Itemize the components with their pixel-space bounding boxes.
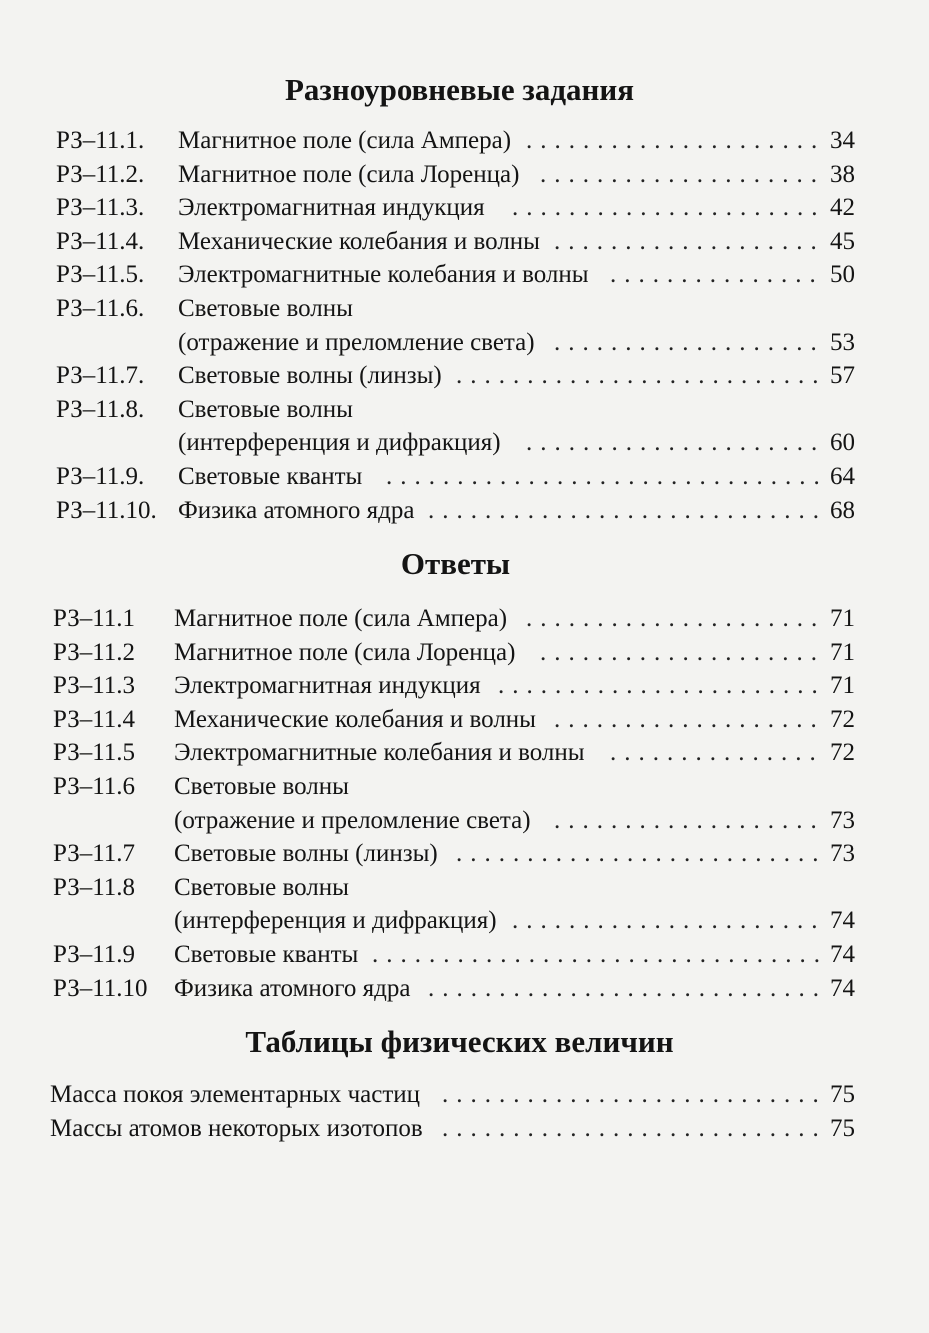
toc-entry-line <box>0 292 929 326</box>
toc-entry-title: Массы атомов некоторых изотопов <box>50 1114 423 1142</box>
toc-entry-line <box>0 359 929 393</box>
toc-entry-page: 71 <box>830 638 855 666</box>
toc-leader-dots: ................... <box>554 705 825 733</box>
toc-leader-dots: .................... <box>540 638 825 666</box>
toc-entry-line <box>0 1112 929 1146</box>
toc-entry-line <box>0 124 929 158</box>
toc-entry-title: Электромагнитные колебания и волны <box>178 261 589 289</box>
toc-entry-title: Электромагнитная индукция <box>174 672 481 700</box>
toc-entry-code: РЗ–11.1. <box>56 127 145 154</box>
toc-entry-code: РЗ–11.6 <box>53 773 136 800</box>
toc-entry-title: Световые кванты <box>178 463 363 490</box>
toc-leader-dots: ...................... <box>512 194 826 222</box>
toc-entry-code: РЗ–11.2. <box>56 160 145 188</box>
toc-entry-title: Световые волны <box>174 873 349 901</box>
toc-entry-line <box>0 837 929 871</box>
toc-entry-page: 74 <box>830 974 855 1002</box>
toc-entry-page: 71 <box>830 605 855 632</box>
toc-entry-title: Механические колебания и волны <box>178 227 540 255</box>
toc-entry-page: 60 <box>830 429 855 457</box>
toc-entry-title: Световые волны <box>174 773 349 800</box>
toc-entry-line <box>0 804 929 838</box>
toc-entry-title: Электромагнитная индукция <box>178 194 485 222</box>
toc-leader-dots: ................... <box>554 328 825 356</box>
toc-leader-dots: ........................... <box>442 1081 827 1108</box>
toc-leader-dots: .......................... <box>456 362 827 390</box>
toc-leader-dots: ............... <box>610 261 824 289</box>
toc-entry-page: 42 <box>830 194 855 222</box>
toc-entry-page: 75 <box>830 1081 855 1108</box>
toc-entry-title: Физика атомного ядра <box>178 496 415 524</box>
toc-entry-code: РЗ–11.10 <box>53 974 148 1002</box>
toc-entry-page: 75 <box>830 1114 855 1142</box>
toc-entry-line <box>0 703 929 737</box>
toc-entry-line <box>0 326 929 360</box>
toc-leader-dots: ............... <box>610 739 824 767</box>
toc-entry-code: РЗ–11.6. <box>56 295 145 322</box>
toc-entry-code: РЗ–11.8 <box>53 873 136 901</box>
toc-entry-line <box>0 460 929 494</box>
toc-entry-code: РЗ–11.8. <box>56 395 145 423</box>
toc-leader-dots: ....................... <box>498 672 826 700</box>
toc-leader-dots: ................................ <box>372 941 828 968</box>
toc-entry-code: РЗ–11.7 <box>53 840 136 868</box>
toc-leader-dots: ............................ <box>428 974 827 1002</box>
toc-entry-line <box>0 494 929 528</box>
toc-leader-dots: ...................... <box>512 907 826 935</box>
toc-entry-page: 64 <box>830 463 855 490</box>
toc-entry-code: РЗ–11.3 <box>53 672 136 700</box>
toc-entry-code: РЗ–11.1 <box>53 605 136 632</box>
toc-leader-dots: .......................... <box>456 840 827 868</box>
toc-entry-line <box>0 938 929 972</box>
toc-entry-page: 57 <box>830 362 855 390</box>
toc-entry-line <box>0 602 929 636</box>
toc-entry-line <box>0 393 929 427</box>
toc-entry-title: (отражение и преломление света) <box>174 806 531 834</box>
toc-entry-line <box>0 770 929 804</box>
toc-entry-page: 74 <box>830 941 855 968</box>
toc-entry-line <box>0 972 929 1006</box>
toc-entry-line <box>0 669 929 703</box>
toc-entry-title: Электромагнитные колебания и волны <box>174 739 585 767</box>
toc-entry-code: РЗ–11.3. <box>56 194 145 222</box>
toc-entry-page: 74 <box>830 907 855 935</box>
section-heading-tables: Таблицы физических величин <box>245 1024 674 1059</box>
section-heading-tasks: Разноуровневые задания <box>285 72 634 107</box>
toc-entry-title: Масса покоя элементарных частиц <box>50 1081 421 1108</box>
toc-leader-dots: ................... <box>554 227 825 255</box>
toc-entry-page: 71 <box>830 672 855 700</box>
toc-entry-page: 38 <box>830 160 855 188</box>
toc-entry-title: Световые волны (линзы) <box>174 840 438 868</box>
toc-entry-line <box>0 904 929 938</box>
toc-leader-dots: ..................... <box>526 429 826 457</box>
toc-entry-page: 53 <box>830 328 855 356</box>
toc-entry-title: Световые волны (линзы) <box>178 362 442 390</box>
toc-entry-title: Магнитное поле (сила Лоренца) <box>178 160 520 188</box>
toc-leader-dots: ................... <box>554 806 825 834</box>
toc-entry-code: РЗ–11.4 <box>53 705 136 733</box>
section-heading-answers: Ответы <box>400 546 511 581</box>
toc-entry-line <box>0 191 929 225</box>
toc-entry-page: 72 <box>830 739 855 767</box>
toc-leader-dots: ............................... <box>386 463 828 490</box>
toc-entry-title: Магнитное поле (сила Лоренца) <box>174 638 516 666</box>
toc-entry-title: Физика атомного ядра <box>174 974 411 1002</box>
toc-entry-page: 68 <box>830 496 855 524</box>
toc-entry-title: (интерференция и дифракция) <box>178 429 501 457</box>
toc-entry-title: (интерференция и дифракция) <box>174 907 497 935</box>
toc-entry-title: Световые кванты <box>174 941 359 968</box>
toc-entry-page: 72 <box>830 705 855 733</box>
toc-entry-line <box>0 636 929 670</box>
toc-entry-title: Световые волны <box>178 395 353 423</box>
toc-entry-page: 50 <box>830 261 855 289</box>
toc-leader-dots: .................... <box>540 160 825 188</box>
toc-leader-dots: ..................... <box>526 127 826 154</box>
toc-entry-code: РЗ–11.10. <box>56 496 157 524</box>
toc-entry-code: РЗ–11.4. <box>56 227 145 255</box>
toc-entry-title: Магнитное поле (сила Ампера) <box>174 605 508 632</box>
toc-entry-page: 34 <box>830 127 855 154</box>
toc-entry-line <box>0 736 929 770</box>
toc-entry-line <box>0 426 929 460</box>
toc-entry-code: РЗ–11.5. <box>56 261 145 289</box>
toc-leader-dots: ............................ <box>428 496 827 524</box>
toc-entry-page: 73 <box>830 840 855 868</box>
toc-entry-code: РЗ–11.2 <box>53 638 136 666</box>
toc-entry-code: РЗ–11.9. <box>56 463 145 490</box>
toc-entry-code: РЗ–11.9 <box>53 941 136 968</box>
toc-entry-line <box>0 1078 929 1112</box>
toc-entry-page: 73 <box>830 806 855 834</box>
toc-entry-title: Световые волны <box>178 295 353 322</box>
toc-leader-dots: ..................... <box>526 605 826 632</box>
toc-entry-line <box>0 871 929 905</box>
toc-leader-dots: ........................... <box>442 1114 827 1142</box>
toc-entry-title: Механические колебания и волны <box>174 705 536 733</box>
toc-entry-title: Магнитное поле (сила Ампера) <box>178 127 512 154</box>
toc-entry-line <box>0 158 929 192</box>
toc-entry-code: РЗ–11.7. <box>56 362 145 390</box>
toc-entry-code: РЗ–11.5 <box>53 739 136 767</box>
toc-entry-title: (отражение и преломление света) <box>178 328 535 356</box>
toc-entry-line <box>0 225 929 259</box>
toc-entry-page: 45 <box>830 227 855 255</box>
toc-entry-line <box>0 258 929 292</box>
